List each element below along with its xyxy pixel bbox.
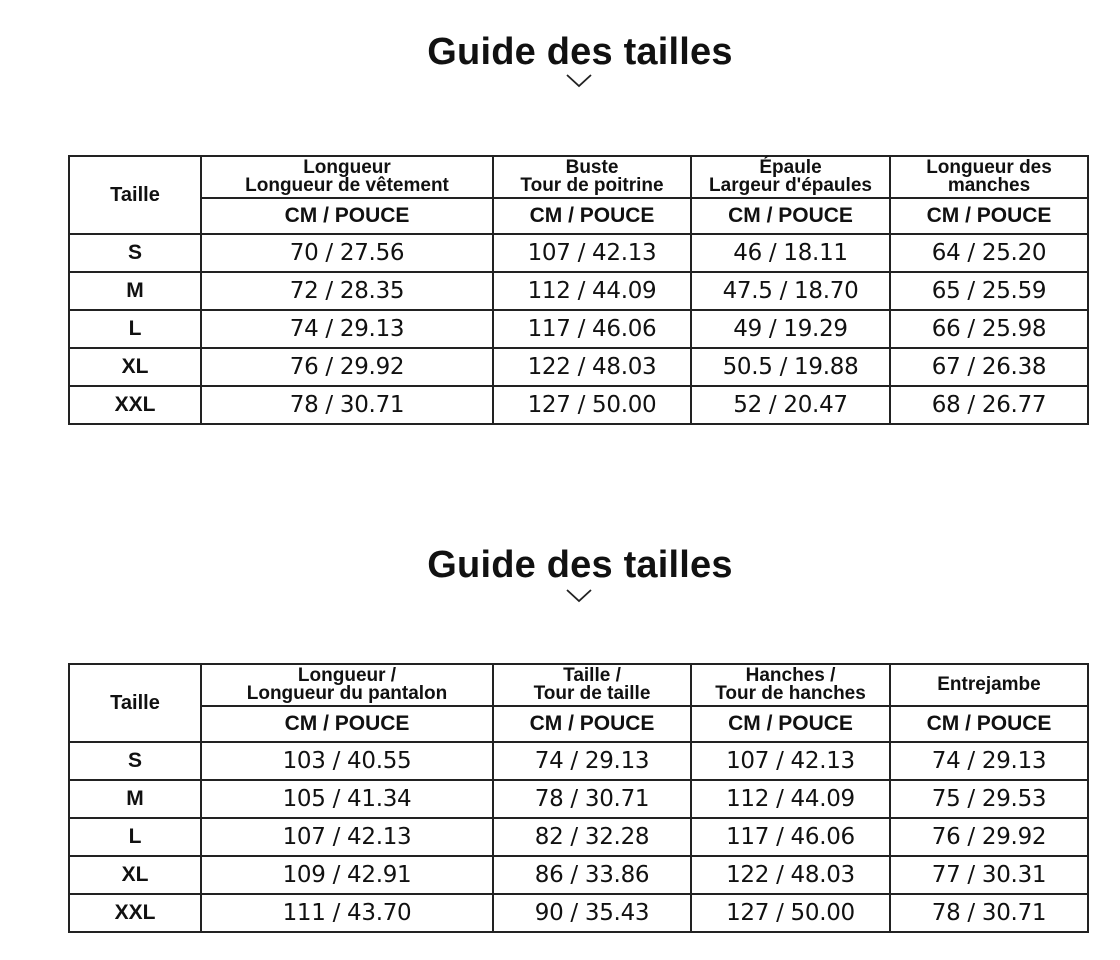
table-row <box>69 348 1088 386</box>
header-line1: Épaule <box>759 157 822 178</box>
table-row <box>69 272 1088 310</box>
column-header-pant-length <box>201 664 493 706</box>
table-cell: 47.5 / 18.70 <box>691 272 890 310</box>
unit-label: CM / POUCE <box>201 706 493 742</box>
size-column-header: Taille <box>69 156 201 234</box>
size-label: L <box>69 310 201 348</box>
unit-label: CM / POUCE <box>201 198 493 234</box>
header-line2: Tour de taille <box>533 683 651 704</box>
chevron-down-icon <box>566 589 592 603</box>
column-header-hips <box>691 664 890 706</box>
header-line1: Taille / <box>563 665 621 686</box>
size-label: M <box>69 780 201 818</box>
table-cell: 68 / 26.77 <box>890 386 1088 424</box>
table-row <box>69 894 1088 932</box>
table-cell: 46 / 18.11 <box>691 234 890 272</box>
table-cell: 74 / 29.13 <box>201 310 493 348</box>
size-guide-title-bottom: Guide des tailles <box>427 544 733 586</box>
column-header-shoulder <box>691 156 890 198</box>
table-cell: 103 / 40.55 <box>201 742 493 780</box>
header-line2: Largeur d'épaules <box>709 175 872 196</box>
header-row <box>69 664 1088 706</box>
size-label: L <box>69 818 201 856</box>
size-label: XL <box>69 856 201 894</box>
column-header-waist <box>493 664 691 706</box>
table-row <box>69 780 1088 818</box>
size-label: XXL <box>69 894 201 932</box>
unit-label: CM / POUCE <box>493 198 691 234</box>
table-cell: 127 / 50.00 <box>493 386 691 424</box>
table-cell: 122 / 48.03 <box>493 348 691 386</box>
unit-label: CM / POUCE <box>493 706 691 742</box>
table-cell: 67 / 26.38 <box>890 348 1088 386</box>
table-cell: 78 / 30.71 <box>493 780 691 818</box>
table-cell: 82 / 32.28 <box>493 818 691 856</box>
chevron-down-icon <box>566 74 592 88</box>
table-row <box>69 234 1088 272</box>
header-line1: Hanches / <box>745 665 836 686</box>
table-cell: 76 / 29.92 <box>890 818 1088 856</box>
unit-row <box>69 706 1088 742</box>
header-line2: manches <box>947 175 1031 196</box>
table-row <box>69 386 1088 424</box>
table-cell: 66 / 25.98 <box>890 310 1088 348</box>
table-cell: 74 / 29.13 <box>493 742 691 780</box>
table-cell: 77 / 30.31 <box>890 856 1088 894</box>
table-cell: 112 / 44.09 <box>691 780 890 818</box>
table-cell: 107 / 42.13 <box>691 742 890 780</box>
header-line1: Entrejambe <box>937 674 1041 695</box>
table-cell: 70 / 27.56 <box>201 234 493 272</box>
table-cell: 117 / 46.06 <box>691 818 890 856</box>
unit-label: CM / POUCE <box>890 198 1088 234</box>
unit-label: CM / POUCE <box>890 706 1088 742</box>
header-line1: Buste <box>565 157 619 178</box>
table-cell: 50.5 / 19.88 <box>691 348 890 386</box>
header-row <box>69 156 1088 198</box>
size-label: S <box>69 234 201 272</box>
table-cell: 117 / 46.06 <box>493 310 691 348</box>
size-label: M <box>69 272 201 310</box>
size-column-header: Taille <box>69 664 201 742</box>
size-guide-title-top: Guide des tailles <box>427 31 733 73</box>
table-cell: 76 / 29.92 <box>201 348 493 386</box>
unit-row <box>69 198 1088 234</box>
header-line1: Longueur / <box>297 665 397 686</box>
header-line2: Tour de hanches <box>715 683 866 704</box>
column-header-length <box>201 156 493 198</box>
table-cell: 122 / 48.03 <box>691 856 890 894</box>
unit-label: CM / POUCE <box>691 706 890 742</box>
header-line2: Longueur de vêtement <box>245 175 449 196</box>
size-label: XL <box>69 348 201 386</box>
table-cell: 52 / 20.47 <box>691 386 890 424</box>
table-cell: 127 / 50.00 <box>691 894 890 932</box>
size-table-bottom <box>68 663 1089 933</box>
table-cell: 64 / 25.20 <box>890 234 1088 272</box>
table-cell: 72 / 28.35 <box>201 272 493 310</box>
table-cell: 105 / 41.34 <box>201 780 493 818</box>
table-cell: 49 / 19.29 <box>691 310 890 348</box>
header-line1: Longueur <box>303 157 391 178</box>
table-row <box>69 856 1088 894</box>
table-cell: 78 / 30.71 <box>890 894 1088 932</box>
unit-label: CM / POUCE <box>691 198 890 234</box>
table-cell: 65 / 25.59 <box>890 272 1088 310</box>
header-line2: Tour de poitrine <box>520 175 664 196</box>
table-cell: 86 / 33.86 <box>493 856 691 894</box>
table-row <box>69 742 1088 780</box>
table-cell: 75 / 29.53 <box>890 780 1088 818</box>
column-header-chest <box>493 156 691 198</box>
table-cell: 111 / 43.70 <box>201 894 493 932</box>
size-label: S <box>69 742 201 780</box>
size-label: XXL <box>69 386 201 424</box>
table-cell: 78 / 30.71 <box>201 386 493 424</box>
table-cell: 109 / 42.91 <box>201 856 493 894</box>
table-cell: 90 / 35.43 <box>493 894 691 932</box>
table-row <box>69 310 1088 348</box>
table-row <box>69 818 1088 856</box>
table-cell: 112 / 44.09 <box>493 272 691 310</box>
header-line2: Longueur du pantalon <box>246 683 448 704</box>
table-cell: 107 / 42.13 <box>493 234 691 272</box>
header-line1: Longueur des <box>926 157 1052 178</box>
table-cell: 74 / 29.13 <box>890 742 1088 780</box>
column-header-inseam <box>890 664 1088 706</box>
size-table-top <box>68 155 1089 425</box>
column-header-sleeve <box>890 156 1088 198</box>
table-cell: 107 / 42.13 <box>201 818 493 856</box>
